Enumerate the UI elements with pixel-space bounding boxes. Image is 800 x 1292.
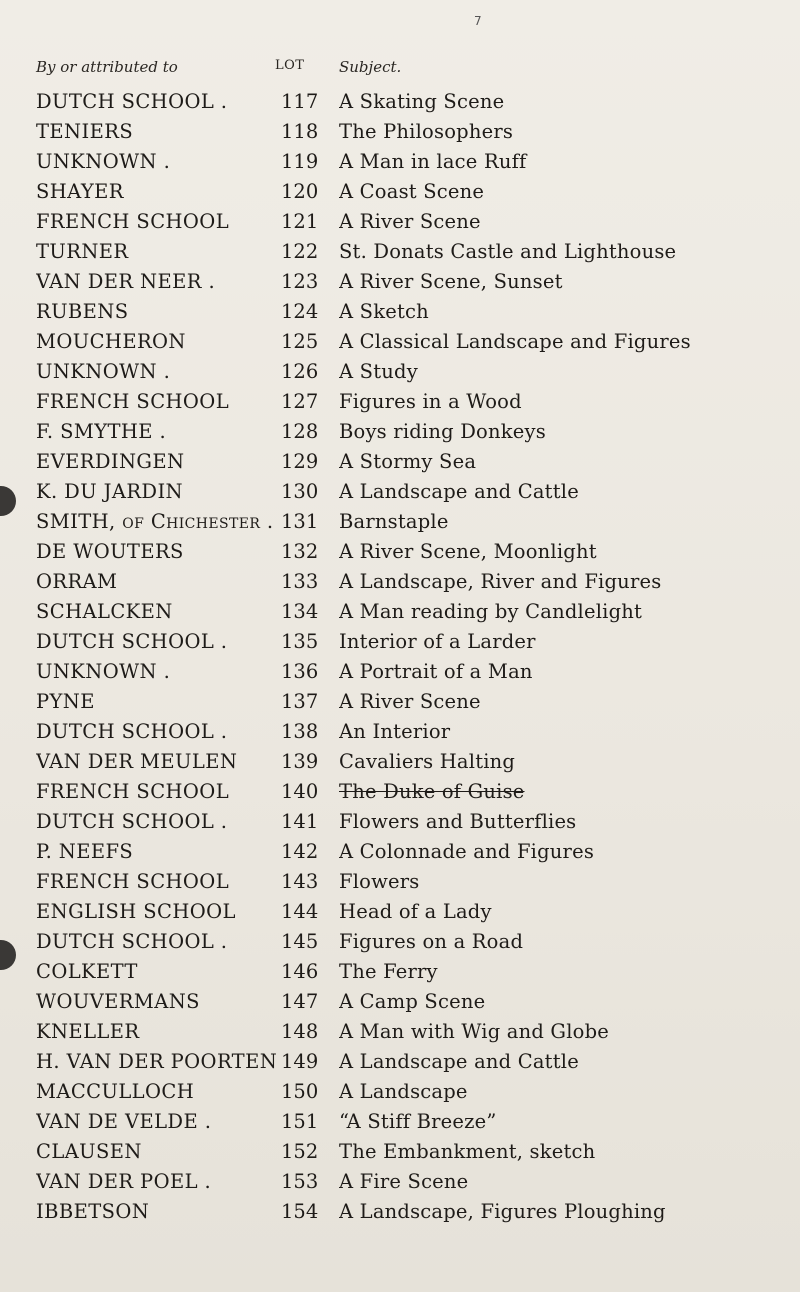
lot-number: 147 (281, 990, 319, 1013)
artist-name: ENGLISH SCHOOL (36, 900, 236, 923)
lot-row (0, 1140, 800, 1170)
lot-row (0, 1050, 800, 1080)
column-header-lot: LOT (275, 58, 305, 73)
artist-name: UNKNOWN . (36, 660, 171, 683)
subject-title: Boys riding Donkeys (339, 420, 546, 443)
subject-title: A River Scene (339, 690, 481, 713)
artist-name: MACCULLOCH (36, 1080, 195, 1103)
subject-title: St. Donats Castle and Lighthouse (339, 240, 677, 263)
subject-title: A Man in lace Ruff (339, 150, 527, 173)
subject-title: A Sketch (339, 300, 429, 323)
lot-number: 126 (281, 360, 319, 383)
artist-name: TURNER (36, 240, 129, 263)
lot-row (0, 180, 800, 210)
lot-row (0, 270, 800, 300)
subject-title: Flowers (339, 870, 420, 893)
lot-number: 150 (281, 1080, 319, 1103)
subject-title: A Man reading by Candlelight (339, 600, 643, 623)
column-header-artist: By or attributed to (36, 58, 178, 76)
subject-title: A River Scene (339, 210, 481, 233)
artist-name: UNKNOWN . (36, 360, 171, 383)
lot-row (0, 510, 800, 540)
lot-number: 144 (281, 900, 319, 923)
lot-row (0, 600, 800, 630)
artist-name: F. SMYTHE . (36, 420, 167, 443)
lot-number: 142 (281, 840, 319, 863)
artist-name: VAN DER POEL . (36, 1170, 212, 1193)
artist-name: CLAUSEN (36, 1140, 142, 1163)
lot-row (0, 1170, 800, 1200)
lot-row (0, 1110, 800, 1140)
lot-row (0, 150, 800, 180)
lot-row (0, 540, 800, 570)
lot-row (0, 390, 800, 420)
lot-number: 140 (281, 780, 319, 803)
subject-title: A Landscape, Figures Ploughing (339, 1200, 666, 1223)
lot-number: 121 (281, 210, 319, 233)
lot-row (0, 210, 800, 240)
lot-number: 143 (281, 870, 319, 893)
lot-row (0, 240, 800, 270)
artist-name: DUTCH SCHOOL . (36, 930, 228, 953)
subject-title: The Embankment, sketch (339, 1140, 596, 1163)
subject-title: An Interior (339, 720, 451, 743)
lot-row (0, 300, 800, 330)
lot-row (0, 960, 800, 990)
artist-name: MOUCHERON (36, 330, 186, 353)
pencil-annotation: 7 (474, 14, 482, 28)
artist-name: DE WOUTERS (36, 540, 184, 563)
artist-name: RUBENS (36, 300, 129, 323)
lot-row (0, 480, 800, 510)
artist-name: FRENCH SCHOOL (36, 210, 230, 233)
lot-row (0, 1020, 800, 1050)
artist-name: DUTCH SCHOOL . (36, 630, 228, 653)
lot-number: 135 (281, 630, 319, 653)
lot-number: 119 (281, 150, 319, 173)
artist-name: VAN DE VELDE . (36, 1110, 212, 1133)
lot-row (0, 330, 800, 360)
lot-row (0, 90, 800, 120)
artist-name: FRENCH SCHOOL (36, 870, 230, 893)
lot-row (0, 690, 800, 720)
artist-name: TENIERS (36, 120, 134, 143)
lot-number: 141 (281, 810, 319, 833)
lot-number: 125 (281, 330, 319, 353)
artist-name: PYNE (36, 690, 95, 713)
lot-row (0, 750, 800, 780)
subject-title: Barnstaple (339, 510, 449, 533)
artist-name: WOUVERMANS (36, 990, 200, 1013)
lot-row (0, 630, 800, 660)
lot-row (0, 900, 800, 930)
lot-number: 129 (281, 450, 319, 473)
lot-number: 117 (281, 90, 319, 113)
lot-number: 146 (281, 960, 319, 983)
lot-number: 137 (281, 690, 319, 713)
lot-row (0, 360, 800, 390)
artist-name: SCHALCKEN (36, 600, 173, 623)
subject-title: The Duke of Guise (339, 780, 525, 803)
lot-row (0, 570, 800, 600)
subject-title: A Classical Landscape and Figures (339, 330, 691, 353)
lot-number: 131 (281, 510, 319, 533)
artist-name: FRENCH SCHOOL (36, 780, 230, 803)
subject-title: Cavaliers Halting (339, 750, 516, 773)
lot-row (0, 810, 800, 840)
lot-number: 134 (281, 600, 319, 623)
lot-number: 153 (281, 1170, 319, 1193)
artist-name: COLKETT (36, 960, 138, 983)
lot-number: 132 (281, 540, 319, 563)
lot-number: 128 (281, 420, 319, 443)
subject-title: The Philosophers (339, 120, 514, 143)
lot-list (0, 90, 800, 1230)
subject-title: The Ferry (339, 960, 438, 983)
lot-number: 149 (281, 1050, 319, 1073)
artist-name: KNELLER (36, 1020, 140, 1043)
artist-name: VAN DER NEER . (36, 270, 216, 293)
lot-number: 145 (281, 930, 319, 953)
artist-name: UNKNOWN . (36, 150, 171, 173)
subject-title: A Coast Scene (339, 180, 485, 203)
artist-name: DUTCH SCHOOL . (36, 90, 228, 113)
subject-title: Figures on a Road (339, 930, 524, 953)
subject-title: A Landscape and Cattle (339, 480, 579, 503)
artist-name: IBBETSON (36, 1200, 150, 1223)
subject-title: Flowers and Butterflies (339, 810, 577, 833)
artist-name: EVERDINGEN (36, 450, 185, 473)
lot-row (0, 930, 800, 960)
lot-number: 133 (281, 570, 319, 593)
artist-name: SHAYER (36, 180, 124, 203)
subject-title: Figures in a Wood (339, 390, 522, 413)
subject-title: Head of a Lady (339, 900, 492, 923)
subject-title: A Landscape, River and Figures (339, 570, 662, 593)
subject-title: A Skating Scene (339, 90, 505, 113)
artist-name: P. NEEFS (36, 840, 134, 863)
artist-name: DUTCH SCHOOL . (36, 810, 228, 833)
subject-title: A Landscape (339, 1080, 468, 1103)
subject-title: A Landscape and Cattle (339, 1050, 579, 1073)
artist-name: DUTCH SCHOOL . (36, 720, 228, 743)
artist-name: VAN DER MEULEN (36, 750, 238, 773)
lot-number: 122 (281, 240, 319, 263)
lot-number: 118 (281, 120, 319, 143)
lot-number: 130 (281, 480, 319, 503)
subject-title: A Colonnade and Figures (339, 840, 595, 863)
lot-row (0, 840, 800, 870)
lot-number: 120 (281, 180, 319, 203)
subject-title: A Portrait of a Man (339, 660, 533, 683)
lot-number: 124 (281, 300, 319, 323)
lot-row (0, 660, 800, 690)
lot-row (0, 1200, 800, 1230)
subject-title: A Stormy Sea (339, 450, 477, 473)
subject-title: Interior of a Larder (339, 630, 536, 653)
lot-row (0, 120, 800, 150)
lot-number: 151 (281, 1110, 319, 1133)
subject-title: “A Stiff Breeze” (339, 1110, 497, 1133)
lot-row (0, 420, 800, 450)
lot-number: 154 (281, 1200, 319, 1223)
lot-number: 136 (281, 660, 319, 683)
column-header-subject: Subject. (339, 58, 402, 76)
subject-title: A River Scene, Sunset (339, 270, 563, 293)
artist-name: H. VAN DER POORTEN (36, 1050, 278, 1073)
lot-row (0, 870, 800, 900)
lot-row (0, 780, 800, 810)
artist-name: ORRAM (36, 570, 118, 593)
subject-title: A Study (339, 360, 418, 383)
lot-row (0, 450, 800, 480)
lot-row (0, 720, 800, 750)
artist-name: K. DU JARDIN (36, 480, 184, 503)
lot-number: 139 (281, 750, 319, 773)
subject-title: A Fire Scene (339, 1170, 469, 1193)
subject-title: A Man with Wig and Globe (339, 1020, 610, 1043)
subject-title: A Camp Scene (339, 990, 486, 1013)
artist-name: FRENCH SCHOOL (36, 390, 230, 413)
artist-name: SMITH, of Chichester . (36, 510, 274, 533)
lot-number: 123 (281, 270, 319, 293)
lot-row (0, 1080, 800, 1110)
lot-number: 138 (281, 720, 319, 743)
lot-number: 152 (281, 1140, 319, 1163)
lot-number: 127 (281, 390, 319, 413)
lot-number: 148 (281, 1020, 319, 1043)
lot-row (0, 990, 800, 1020)
subject-title: A River Scene, Moonlight (339, 540, 597, 563)
